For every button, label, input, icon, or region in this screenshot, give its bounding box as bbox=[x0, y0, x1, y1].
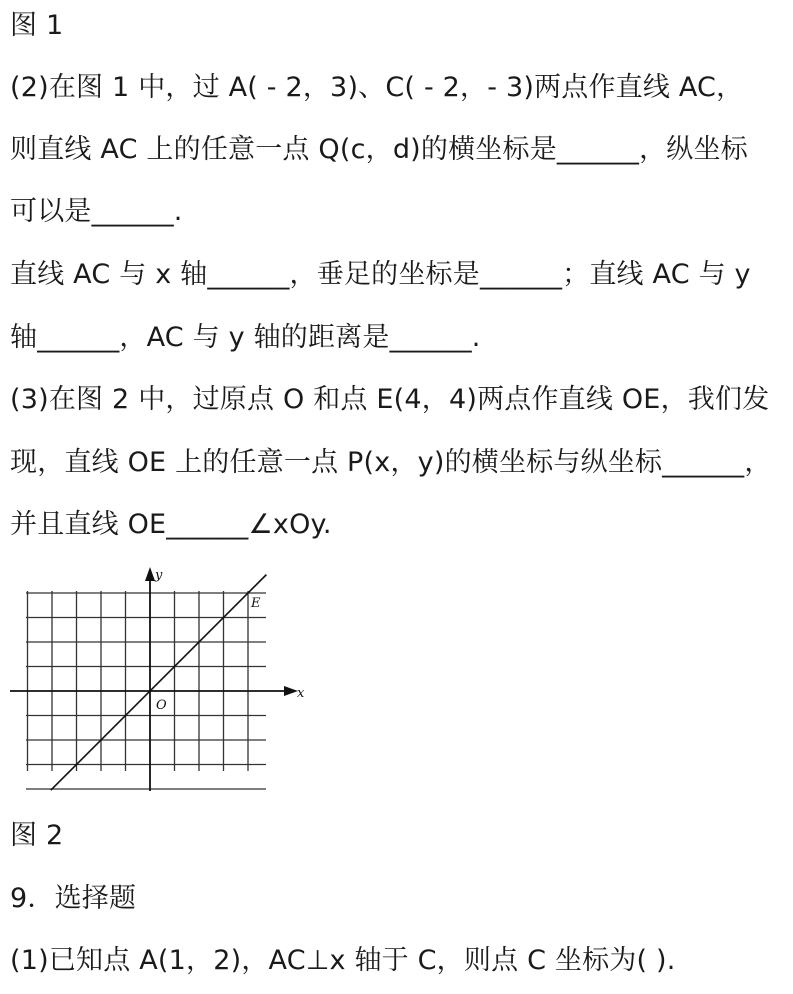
question-2-line-1: (2)在图 1 中，过 A( - 2，3)、C( - 2，- 3)两点作直线 AC， bbox=[10, 72, 744, 103]
point-e-label: E bbox=[251, 596, 261, 611]
question-9-1-line: (1)已知点 A(1，2)，AC⊥x 轴于 C，则点 C 坐标为( ). bbox=[10, 945, 676, 976]
figure-1-caption: 图 1 bbox=[10, 10, 64, 41]
origin-label: O bbox=[156, 698, 167, 713]
figure-2-coordinate-grid bbox=[8, 565, 308, 800]
question-2-line-4: 直线 AC 与 x 轴______，垂足的坐标是______；直线 AC 与 y bbox=[10, 259, 751, 290]
x-axis-label: x bbox=[297, 686, 305, 701]
y-axis-arrow-icon bbox=[145, 567, 155, 581]
coordinate-grid-svg bbox=[8, 565, 308, 800]
y-axis-label: y bbox=[155, 568, 163, 583]
question-9-heading: 9．选择题 bbox=[10, 883, 137, 914]
question-2-line-2: 则直线 AC 上的任意一点 Q(c，d)的横坐标是______，纵坐标 bbox=[10, 134, 748, 165]
question-3-line-2: 现，直线 OE 上的任意一点 P(x，y)的横坐标与纵坐标______， bbox=[10, 447, 772, 478]
question-3-line-3: 并且直线 OE______∠xOy. bbox=[10, 509, 332, 540]
question-2-line-3: 可以是______. bbox=[10, 196, 183, 227]
figure-2-caption: 图 2 bbox=[10, 820, 64, 851]
question-3-line-1: (3)在图 2 中，过原点 O 和点 E(4，4)两点作直线 OE，我们发 bbox=[10, 384, 770, 415]
x-axis-arrow-icon bbox=[284, 686, 298, 696]
line-oe bbox=[51, 575, 267, 791]
question-2-line-5: 轴______，AC 与 y 轴的距离是______. bbox=[10, 322, 481, 353]
grid-lines bbox=[26, 591, 266, 789]
